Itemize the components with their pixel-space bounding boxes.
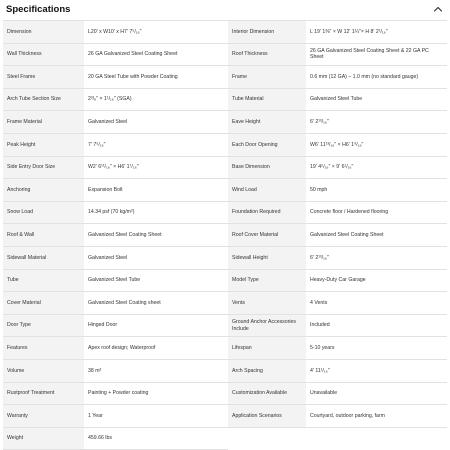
table-row <box>3 292 447 315</box>
table-row <box>3 224 447 247</box>
spec-label: Ground Anchor Accessories Include <box>228 314 306 337</box>
spec-label: Tube Material <box>228 88 306 111</box>
section-title: Specifications <box>6 4 71 15</box>
spec-label: Anchoring <box>3 179 84 202</box>
spec-value: Included <box>306 314 447 337</box>
specifications-table <box>3 20 447 450</box>
spec-label: Arch Tube Section Size <box>3 88 84 111</box>
spec-label: Roof Cover Material <box>228 224 306 247</box>
table-row <box>3 43 447 66</box>
table-row <box>3 246 447 269</box>
table-row <box>3 314 447 337</box>
spec-label: Arch Spacing <box>228 359 306 382</box>
spec-label: Frame Material <box>3 111 84 134</box>
spec-value: Galvanized Steel <box>84 111 228 134</box>
spec-value: Heavy-Duty Car Garage <box>306 269 447 292</box>
spec-label: Application Scenarios <box>228 405 306 428</box>
table-row <box>3 133 447 156</box>
table-row <box>3 21 447 44</box>
spec-label: Vents <box>228 292 306 315</box>
spec-value: 2³/₈" × 1¹/₁₆" (SGA) <box>84 88 228 111</box>
spec-label: Snow Load <box>3 201 84 224</box>
spec-label: Model Type <box>228 269 306 292</box>
spec-label: Interior Dimension <box>228 21 306 44</box>
empty-cell <box>228 427 306 450</box>
spec-label: Cover Material <box>3 292 84 315</box>
spec-label: Frame <box>228 66 306 89</box>
spec-label: Base Dimension <box>228 156 306 179</box>
spec-label: Sidewall Height <box>228 246 306 269</box>
spec-label: Roof & Wall <box>3 224 84 247</box>
spec-value: W2' 6¹¹/₁₆" × H6' 1⁷/₁₆" <box>84 156 228 179</box>
spec-value: Concrete floor / Hardened flooring <box>306 201 447 224</box>
spec-label: Steel Frame <box>3 66 84 89</box>
specifications-header[interactable] <box>0 0 450 20</box>
spec-label: Each Door Opening <box>228 133 306 156</box>
spec-value: Galvanized Steel Coating Sheet <box>306 224 447 247</box>
spec-value: Painting + Powder coating <box>84 382 228 405</box>
table-row <box>3 111 447 134</box>
spec-value: 5-10 years <box>306 337 447 360</box>
spec-label: Features <box>3 337 84 360</box>
spec-value: 26 GA Galvanized Steel Coating Sheet & 22 GA PC Sheet <box>306 43 447 66</box>
spec-value: W6' 11¹³/₁₆" × H6' 1⁹/₁₆" <box>306 133 447 156</box>
spec-label: Tube <box>3 269 84 292</box>
spec-value: 0.6 mm (12 GA) – 1.0 mm (no standard gauge) <box>306 66 447 89</box>
spec-value: Galvanized Steel Tube <box>306 88 447 111</box>
spec-label: Wind Load <box>228 179 306 202</box>
spec-value: 4 Vents <box>306 292 447 315</box>
spec-value: L20' x W10' x H7' 7⁵/₁₆" <box>84 21 228 44</box>
spec-label: Wall Thickness <box>3 43 84 66</box>
spec-value: 19' 4⁵/₁₆" × 9' 6¹/₁₆" <box>306 156 447 179</box>
spec-label: Peak Height <box>3 133 84 156</box>
table-row <box>3 66 447 89</box>
spec-value: 20 GA Steel Tube with Powder Coating <box>84 66 228 89</box>
spec-label: Eave Height <box>228 111 306 134</box>
table-row <box>3 269 447 292</box>
table-row <box>3 156 447 179</box>
spec-value: Galvanized Steel Tube <box>84 269 228 292</box>
spec-label: Warranty <box>3 405 84 428</box>
spec-value: 4' 11¹/₁₆" <box>306 359 447 382</box>
empty-cell <box>306 427 447 450</box>
table-row <box>3 405 447 428</box>
spec-value: 6' 2¹³/₁₆" <box>306 246 447 269</box>
spec-label: Dimension <box>3 21 84 44</box>
spec-label: Side Entry Door Size <box>3 156 84 179</box>
spec-value: 6' 2¹³/₁₆" <box>306 111 447 134</box>
spec-value: 26 GA Galvanized Steel Coating Sheet <box>84 43 228 66</box>
spec-value: 1 Year <box>84 405 228 428</box>
table-row <box>3 337 447 360</box>
spec-label: Foundation Required <box>228 201 306 224</box>
spec-label: Lifespan <box>228 337 306 360</box>
spec-value: Expansion Bolt <box>84 179 228 202</box>
spec-value: 38 m³ <box>84 359 228 382</box>
spec-value: Unavailable <box>306 382 447 405</box>
spec-value: Galvanized Steel Coating Sheet <box>84 224 228 247</box>
spec-label: Weight <box>3 427 84 450</box>
table-row <box>3 179 447 202</box>
spec-value: Galvanized Steel <box>84 246 228 269</box>
spec-label: Customization Available <box>228 382 306 405</box>
spec-label: Roof Thickness <box>228 43 306 66</box>
spec-value: L 19' 1⅜" × W 12' 1¼"× H 8' 2¹/₁₆" <box>306 21 447 44</box>
table-row <box>3 382 447 405</box>
spec-value: 459.66 lbs <box>84 427 228 450</box>
spec-value: Courtyard, outdoor parking, farm <box>306 405 447 428</box>
table-row <box>3 359 447 382</box>
spec-value: Apex roof design; Waterproof <box>84 337 228 360</box>
table-row <box>3 201 447 224</box>
spec-label: Door Type <box>3 314 84 337</box>
spec-value: 7' 7⁵/₁₆" <box>84 133 228 156</box>
spec-value: Hinged Door <box>84 314 228 337</box>
table-row <box>3 88 447 111</box>
spec-value: 50 mph <box>306 179 447 202</box>
spec-label: Rustproof Treatment <box>3 382 84 405</box>
spec-label: Volume <box>3 359 84 382</box>
table-row <box>3 427 447 450</box>
spec-label: Sidewall Material <box>3 246 84 269</box>
spec-value: 14.34 psf (70 kg/m²) <box>84 201 228 224</box>
spec-value: Galvanized Steel Coating sheet <box>84 292 228 315</box>
chevron-up-icon[interactable] <box>432 3 444 15</box>
